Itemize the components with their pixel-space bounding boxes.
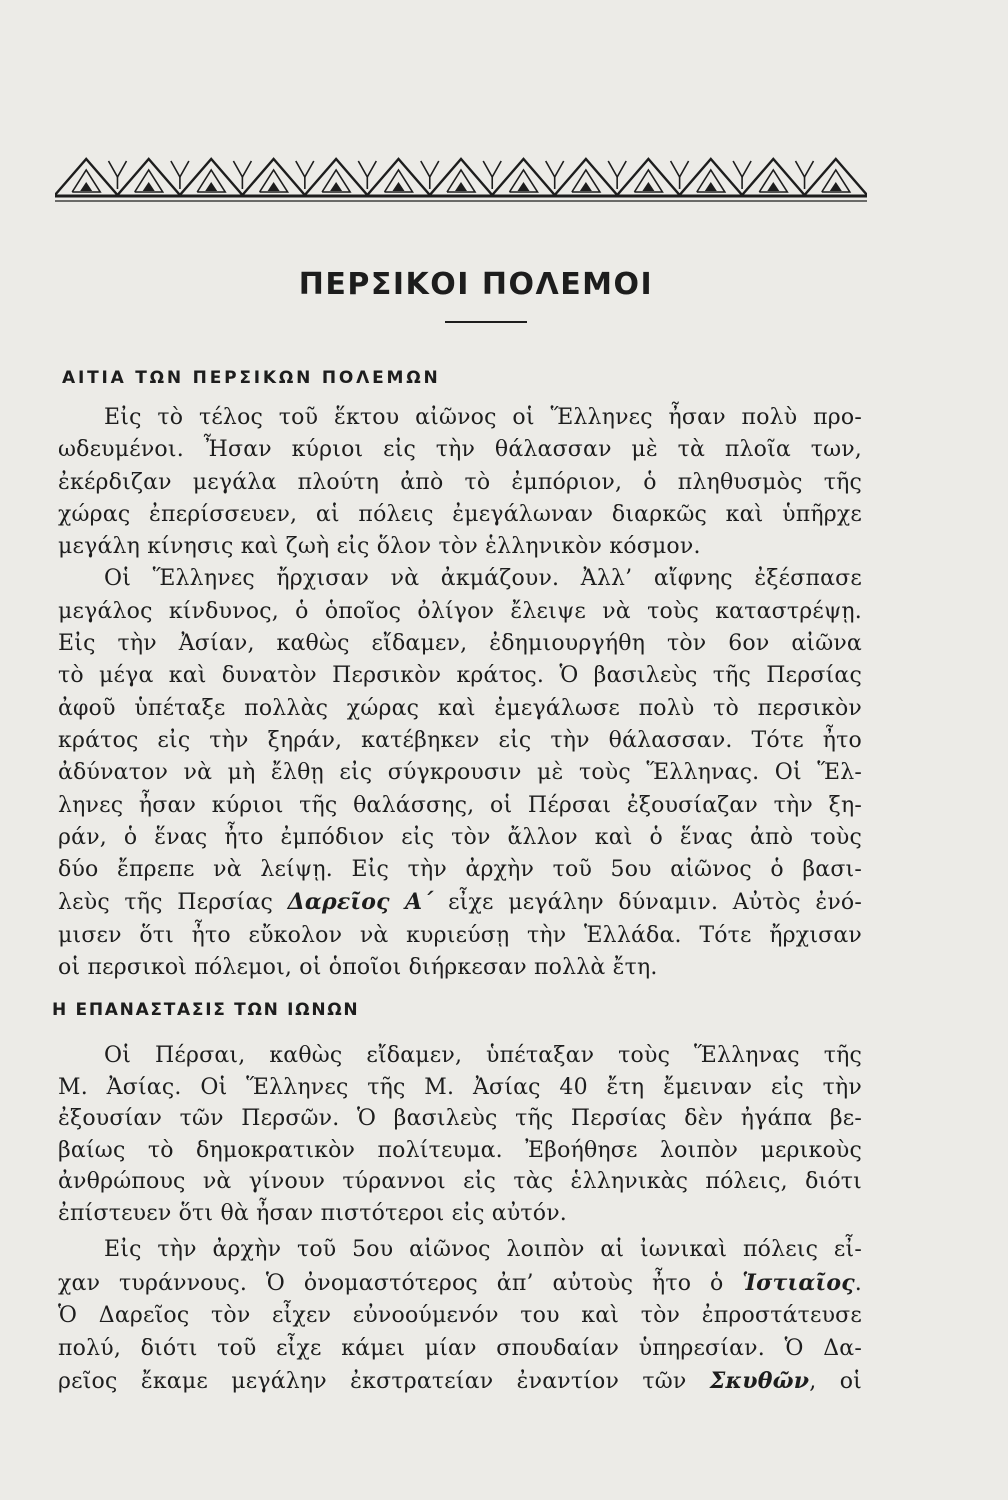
paragraph-line: Εἰς τὸ τέλος τοῦ ἕκτου αἰῶνος οἱ Ἕλληνες ἦσαν πολὺ προ- [104, 405, 862, 430]
ornament-triangle-fill [268, 182, 280, 191]
paragraph-line: Οἱ Πέρσαι, καθὼς εἴδαμεν, ὑπέταξαν τοὺς Ἕλληνας τῆς [104, 1043, 862, 1068]
paragraph-line [58, 1267, 862, 1301]
ornament-fork [109, 161, 127, 177]
paragraph-line: βαίως τὸ δημοκρατικὸν πολίτευμα. Ἐβοήθησε λοιπὸν μερικοὺς [58, 1137, 862, 1163]
ornament-fork [358, 161, 376, 177]
ornament-triangle-fill [705, 182, 717, 191]
paragraph-line: δύο ἔπρεπε νὰ λείψῃ. Εἰς τὴν ἀρχὴν τοῦ 5ου αἰῶνος ὁ βασι- [58, 857, 862, 883]
ornament-triangle-fill [143, 182, 155, 191]
ornament-fork [546, 161, 564, 177]
section-body [58, 1234, 862, 1399]
ornament-triangle-fill [205, 182, 217, 191]
paragraph-line: ἀνθρώπους νὰ γίνουν τύραννοι εἰς τὰς ἑλληνικὰς πόλεις, διότι [58, 1169, 862, 1195]
ornament-triangle-fill [767, 182, 779, 191]
paragraph-line: πολύ, διότι τοῦ εἶχε κάμει μίαν σπουδαίαν ὑπηρεσίαν. Ὁ Δα- [58, 1335, 862, 1361]
ornament-fork [671, 161, 689, 177]
paragraph-line: ωδευμένοι. Ἦσαν κύριοι εἰς τὴν θάλασσαν μὲ τὰ πλοῖα των, [58, 437, 862, 463]
paragraph-line: ληνες ἦσαν κύριοι τῆς θαλάσσης, οἱ Πέρσαι ἐξουσίαζαν τὴν ξη- [58, 792, 862, 818]
line-text: χαν τυράννους. Ὁ ὀνομαστότερος ἀπ’ αὐτοὺς ἦτο ὁ [58, 1270, 743, 1296]
paragraph-line: Οἱ Ἕλληνες ἤρχισαν νὰ ἀκμάζουν. Ἀλλ’ αἴφνης ἐξέσπασε [104, 566, 862, 592]
chapter-title: ΠΕΡΣΙΚΟΙ ΠΟΛΕΜΟΙ [298, 267, 654, 302]
ornament-fork [608, 161, 626, 177]
ornament-triangle-fill [642, 182, 654, 191]
paragraph-line: μεγάλη κίνησις καὶ ζωὴ εἰς ὅλον τὸν ἑλληνικὸν κόσμον. [58, 534, 701, 560]
paragraph-line: ἀδύνατον νὰ μὴ ἔλθῃ εἰς σύγκρουσιν μὲ τοὺς Ἕλληνας. Οἱ Ἕλ- [58, 760, 862, 786]
paragraph-line: οἱ περσικοὶ πόλεμοι, οἱ ὁποῖοι διήρκεσαν πολλὰ ἔτη. [58, 955, 658, 981]
line-text: εἶχε μεγάλην δύναμιν. Αὐτὸς ἐνό- [433, 890, 862, 916]
line-text: , οἱ [809, 1369, 862, 1394]
ornament-triangle-fill [330, 182, 342, 191]
paragraph-line [58, 886, 862, 919]
line-text: . [854, 1270, 862, 1296]
paragraph-line: Μ. Ἀσίας. Οἱ Ἕλληνες τῆς Μ. Ἀσίας 40 ἔτη ἔμειναν εἰς τὴν [58, 1074, 862, 1100]
paragraph-line: κράτος εἰς τὴν ξηράν, κατέβηκεν εἰς τὴν θάλασσαν. Τότε ἦτο [58, 727, 862, 753]
paragraph-line [58, 1365, 862, 1399]
paragraph-line: ἀφοῦ ὑπέταξε πολλὰς χώρας καὶ ἐμεγάλωσε πολὺ τὸ περσικὸν [58, 695, 862, 721]
ornament-fork [796, 161, 814, 177]
paragraph-line: ἐξουσίαν τῶν Περσῶν. Ὁ βασιλεὺς τῆς Περσίας δὲν ἠγάπα βε- [58, 1106, 862, 1132]
paragraph-line: μεγάλος κίνδυνος, ὁ ὁποῖος ὀλίγον ἔλειψε νὰ τοὺς καταστρέψῃ. [58, 598, 862, 624]
paragraph-line: Εἰς τὴν Ἀσίαν, καθὼς εἴδαμεν, ἐδημιουργήθη τὸν 6ον αἰῶνα [58, 631, 862, 657]
paragraph-line: ράν, ὁ ἕνας ἦτο ἐμπόδιον εἰς τὸν ἄλλον καὶ ὁ ἕνας ἀπὸ τοὺς [58, 824, 862, 850]
section-heading: ΑΙΤΙΑ ΤΩΝ ΠΕΡΣΙΚΩΝ ΠΟΛΕΜΩΝ [62, 368, 441, 388]
ornament-fork [233, 161, 251, 177]
ornament-triangle-fill [830, 182, 842, 191]
ornament-triangle-fill [455, 182, 467, 191]
line-text: λεὺς τῆς Περσίας [58, 890, 288, 916]
ornament-triangle-fill [393, 182, 405, 191]
paragraph-line: Ὁ Δαρεῖος τὸν εἶχεν εὐνοούμενόν του καὶ τὸν ἐπροστάτευσε [58, 1303, 862, 1328]
paragraph-line: μισεν ὅτι ἦτο εὔκολον νὰ κυριεύσῃ τὴν Ἑλλάδα. Τότε ἤρχισαν [58, 922, 862, 948]
line-text: ρεῖος ἔκαμε μεγάλην ἐκστρατείαν ἐναντίον τῶν [58, 1369, 710, 1394]
ornament-triangle-fill [580, 182, 592, 191]
paragraph-line: χώρας ἐπερίσσευεν, αἱ πόλεις ἐμεγάλωναν διαρκῶς καὶ ὑπῆρχε [58, 501, 862, 527]
ornament-fork [733, 161, 751, 177]
ornament-fork [483, 161, 501, 177]
ornament-triangle-fill [518, 182, 530, 191]
paragraph-line: τὸ μέγα καὶ δυνατὸν Περσικὸν κράτος. Ὁ βασιλεὺς τῆς Περσίας [58, 663, 862, 689]
title-rule [445, 321, 527, 323]
ornament-fork [421, 161, 439, 177]
ornament-triangle-fill [80, 182, 92, 191]
emphasized-name: Ἱστιαῖος [742, 1269, 855, 1296]
paragraph-line: ἐκέρδιζαν μεγάλα πλούτη ἀπὸ τὸ ἐμπόριον, ὁ πληθυσμὸς τῆς [58, 469, 862, 495]
emphasized-name: Δαρεῖος Α΄ [287, 889, 434, 916]
paragraph-line: ἐπίστευεν ὅτι θὰ ἦσαν πιστότεροι εἰς αὐτόν. [58, 1200, 568, 1226]
section-heading: Η ΕΠΑΝΑΣΤΑΣΙΣ ΤΩΝ ΙΩΝΩΝ [52, 1000, 360, 1020]
section-body [58, 402, 862, 984]
decorative-border [55, 155, 867, 203]
paragraph-line: Εἰς τὴν ἀρχὴν τοῦ 5ου αἰῶνος λοιπὸν αἱ ἰωνικαὶ πόλεις εἶ- [104, 1237, 862, 1262]
section-body [58, 1040, 862, 1230]
ornament-fork [171, 161, 189, 177]
emphasized-name: Σκυθῶν [709, 1368, 810, 1394]
ornament-fork [296, 161, 314, 177]
